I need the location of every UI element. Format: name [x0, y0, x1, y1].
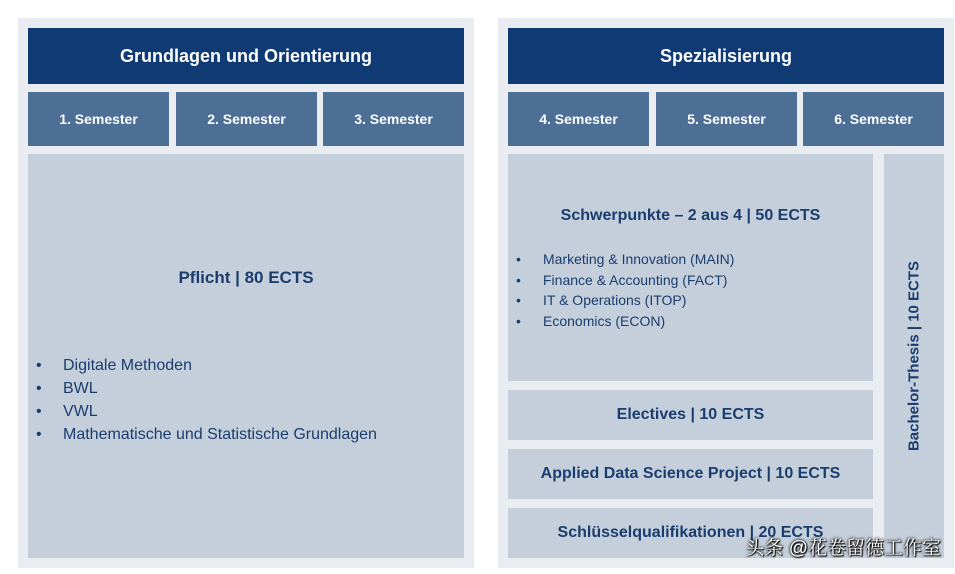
right-header: Spezialisierung [508, 28, 944, 84]
key-qualifications-box: Schlüsselqualifikationen | 20 ECTS [508, 508, 873, 558]
semester-1: 1. Semester [28, 92, 169, 146]
list-item: • Marketing & Innovation (MAIN) [516, 249, 734, 270]
thesis-label: Bachelor-Thesis | 10 ECTS [905, 260, 923, 452]
pflicht-title: Pflicht | 80 ECTS [178, 268, 314, 287]
list-item: • VWL [36, 400, 377, 423]
list-item: • BWL [36, 377, 377, 400]
project-box: Applied Data Science Project | 10 ECTS [508, 449, 873, 499]
list-item: • Mathematische und Statistische Grundlagen [36, 423, 377, 446]
list-item: • Economics (ECON) [516, 311, 734, 332]
semester-3: 3. Semester [323, 92, 464, 146]
schwerpunkte-list [516, 249, 734, 331]
left-header: Grundlagen und Orientierung [28, 28, 464, 84]
list-item: • Finance & Accounting (FACT) [516, 270, 734, 291]
semester-4: 4. Semester [508, 92, 649, 146]
semester-5: 5. Semester [656, 92, 797, 146]
watermark: 头条 @花卷留德工作室 [745, 538, 941, 559]
list-item: • Digitale Methoden [36, 354, 377, 377]
electives-box: Electives | 10 ECTS [508, 390, 873, 440]
list-item: • IT & Operations (ITOP) [516, 290, 734, 311]
semester-2: 2. Semester [176, 92, 317, 146]
semester-6: 6. Semester [803, 92, 944, 146]
pflicht-list [36, 354, 377, 446]
schwerpunkte-title: Schwerpunkte – 2 aus 4 | 50 ECTS [560, 207, 821, 224]
